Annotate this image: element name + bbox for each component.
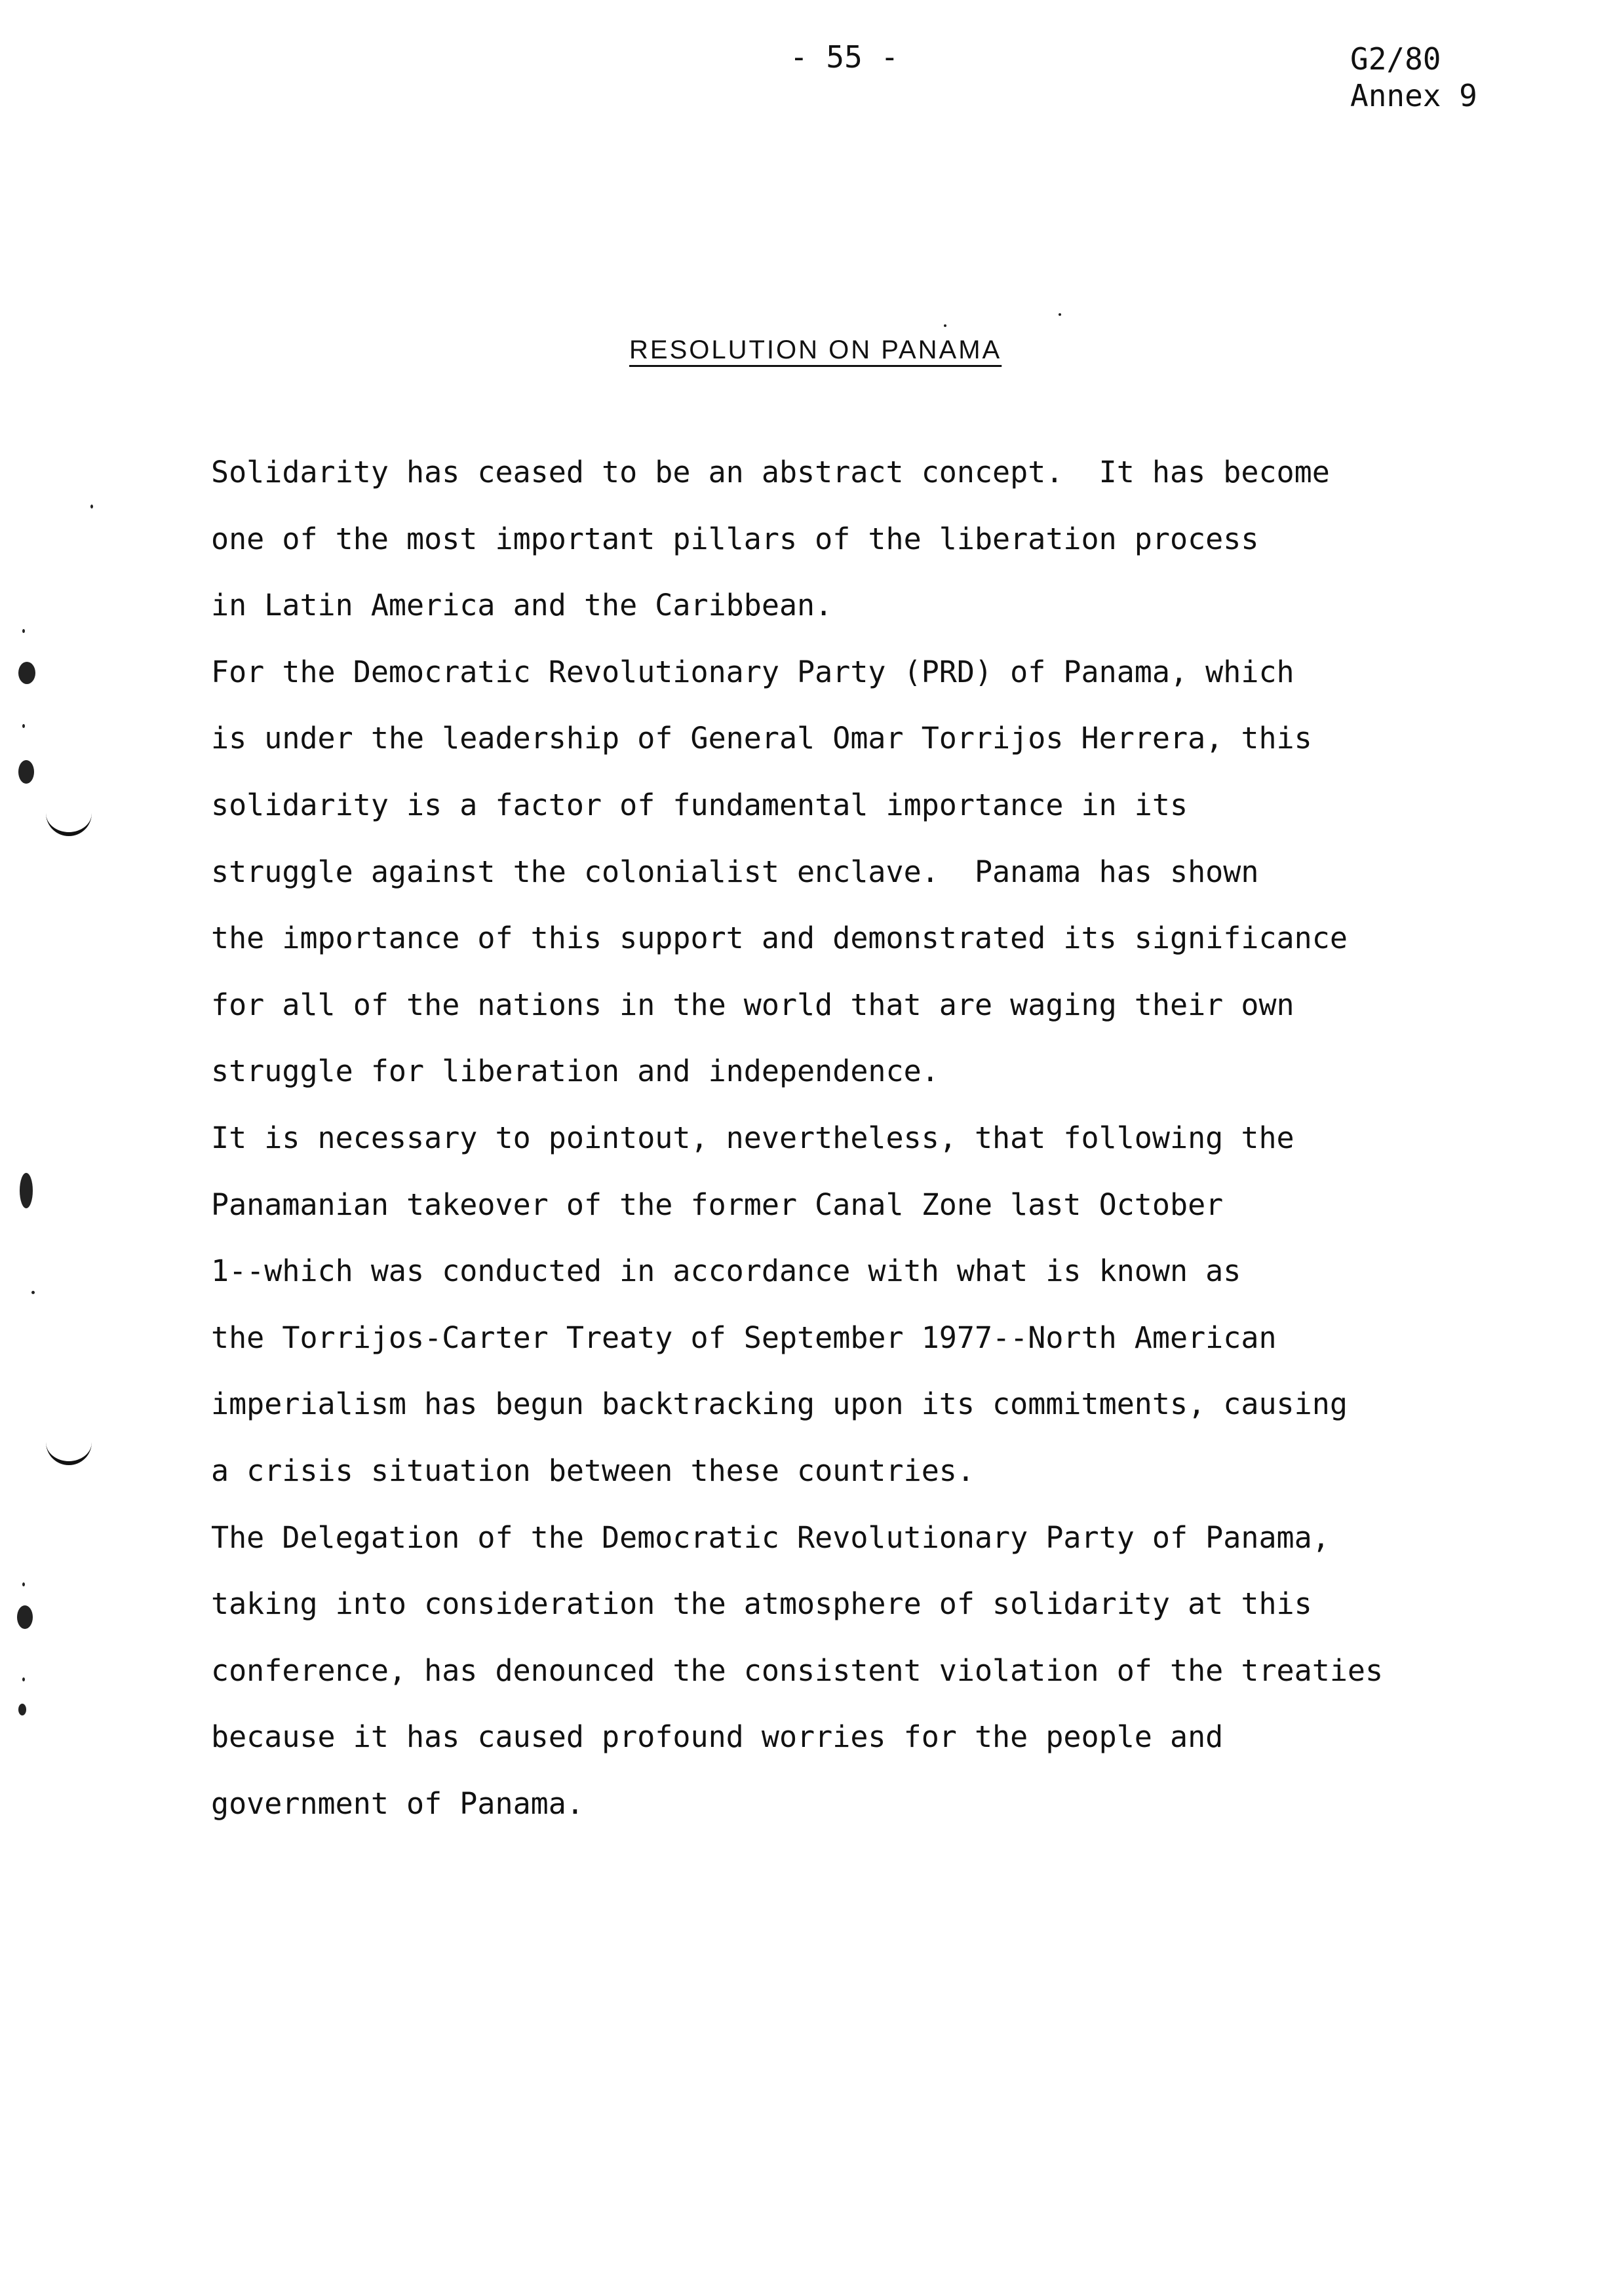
binder-hole-mark: [18, 1704, 26, 1715]
body-line: struggle against the colonialist enclave. Panama has shown: [211, 854, 1259, 889]
speck-mark: [1059, 313, 1061, 316]
speck-mark: [22, 1582, 25, 1586]
body-line: Solidarity has ceased to be an abstract concept. It has become: [211, 455, 1330, 489]
body-line: for all of the nations in the world that are waging their own: [211, 987, 1294, 1022]
speck-mark: [22, 629, 25, 633]
body-line: is under the leadership of General Omar Torrijos Herrera, this: [211, 721, 1312, 756]
body-line: one of the most important pillars of the liberation process: [211, 521, 1259, 556]
body-line: because it has caused profound worries for the people and: [211, 1719, 1224, 1755]
body-line: government of Panama.: [211, 1786, 584, 1821]
speck-mark: [22, 1677, 25, 1681]
document-title: RESOLUTION ON PANAMA: [629, 335, 1002, 364]
body-line: imperialism has begun backtracking upon its commitments, causing: [211, 1387, 1348, 1422]
speck-mark: [90, 505, 93, 508]
document-reference: [1350, 41, 1477, 114]
binder-arc-mark: [46, 806, 92, 836]
body-line: struggle for liberation and independence.: [211, 1054, 939, 1089]
speck-mark: [31, 1291, 35, 1294]
document-code: G2/80: [1350, 41, 1441, 77]
binder-hole-mark: [18, 760, 34, 784]
body-line: the importance of this support and demonstrated its significance: [211, 921, 1348, 956]
binder-arc-mark: [46, 1435, 92, 1465]
body-line: 1--which was conducted in accordance with what is known as: [211, 1253, 1241, 1289]
binder-hole-mark: [20, 1173, 33, 1208]
body-line: a crisis situation between these countries.: [211, 1453, 975, 1488]
body-line: taking into consideration the atmosphere of solidarity at this: [211, 1586, 1312, 1622]
resolution-body: [211, 439, 1574, 1837]
body-line: the Torrijos-Carter Treaty of September 1977--North American: [211, 1320, 1277, 1355]
annex-label: Annex 9: [1350, 78, 1477, 113]
body-line: It is necessary to pointout, nevertheless, that following the: [211, 1120, 1294, 1155]
speck-mark: [944, 324, 946, 327]
body-line: The Delegation of the Democratic Revolutionary Party of Panama,: [211, 1520, 1330, 1555]
body-line: conference, has denounced the consistent violation of the treaties: [211, 1653, 1384, 1688]
body-line: in Latin America and the Caribbean.: [211, 588, 833, 623]
speck-mark: [22, 724, 25, 728]
body-line: solidarity is a factor of fundamental importance in its: [211, 787, 1188, 822]
body-line: Panamanian takeover of the former Canal Zone last October: [211, 1187, 1224, 1222]
body-line: For the Democratic Revolutionary Party (PRD) of Panama, which: [211, 654, 1294, 689]
page-number: - 55 -: [790, 39, 899, 75]
binder-hole-mark: [18, 662, 35, 684]
binder-hole-mark: [17, 1605, 33, 1629]
